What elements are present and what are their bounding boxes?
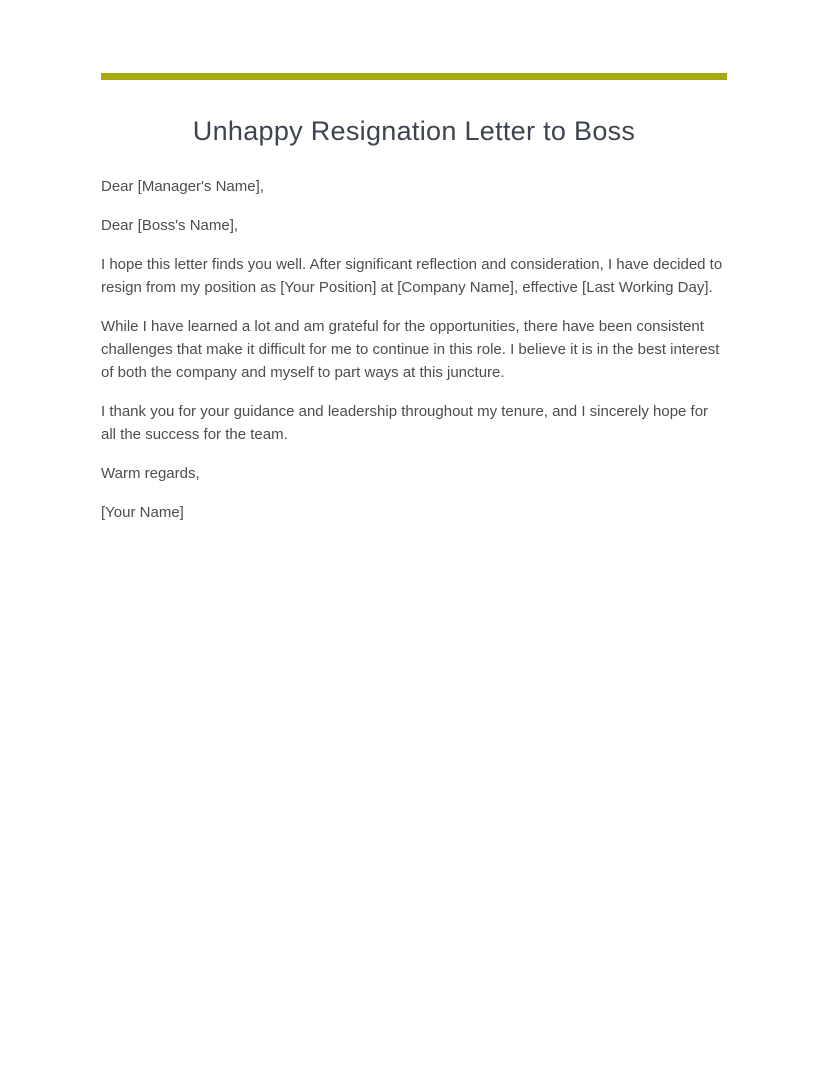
page-title: Unhappy Resignation Letter to Boss: [192, 116, 636, 146]
accent-divider-bar: [101, 73, 727, 80]
salutation-manager: Dear [Manager's Name],: [101, 178, 264, 195]
letter-body: [101, 175, 727, 524]
paragraph-gratitude: I thank you for your guidance and leadership throughout my tenure, and I sincerely hope for all the success for the team.: [101, 403, 709, 443]
closing-salutation: Warm regards,: [101, 465, 200, 482]
paragraph-resignation-notice: I hope this letter finds you well. After significant reflection and consideration, I have decided to resign from my position as [Your Position] at [Company Name], effective [Last Working Day].: [101, 256, 723, 296]
signature-name: [Your Name]: [101, 504, 184, 521]
salutation-boss: Dear [Boss's Name],: [101, 217, 239, 234]
letter-container: [101, 73, 727, 524]
paragraph-reasons: While I have learned a lot and am grateful for the opportunities, there have been consistent challenges that make it difficult for me to continue in this role. I believe it is in the best interest of both the company and myself to part ways at this juncture.: [101, 318, 720, 381]
